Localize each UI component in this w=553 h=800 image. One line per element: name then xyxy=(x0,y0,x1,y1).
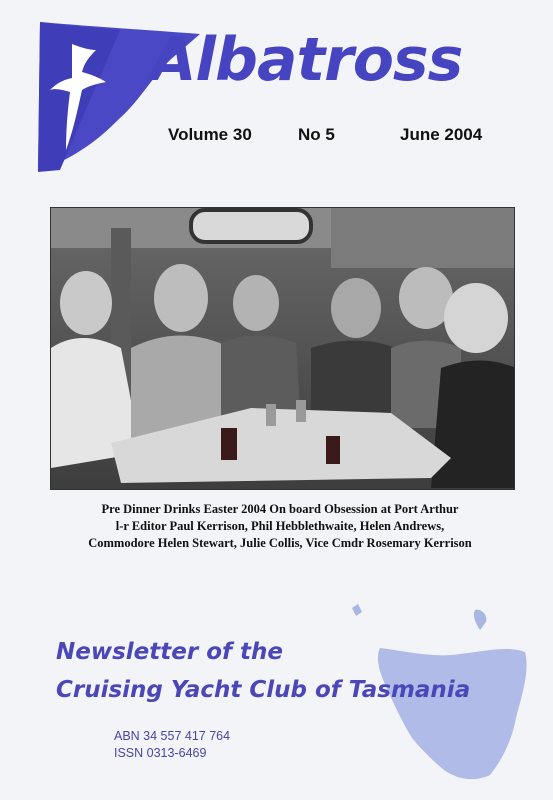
caption-line: Commodore Helen Stewart, Julie Collis, Vice Cmdr Rosemary Kerrison xyxy=(88,536,472,550)
cover-photo xyxy=(50,207,515,490)
abn-number: ABN 34 557 417 764 xyxy=(114,729,231,743)
issue-number: No 5 xyxy=(298,125,335,144)
issn-number: ISSN 0313-6469 xyxy=(114,746,207,760)
issue-date: June 2004 xyxy=(400,125,483,144)
issue-info xyxy=(0,125,553,151)
caption-line: l-r Editor Paul Kerrison, Phil Hebblethwaite, Helen Andrews, xyxy=(115,519,445,533)
newsletter-line-2: Cruising Yacht Club of Tasmania xyxy=(56,677,471,703)
photo-caption xyxy=(40,501,520,552)
publication-title: Albatross xyxy=(150,25,463,95)
caption-line: Pre Dinner Drinks Easter 2004 On board Obsession at Port Arthur xyxy=(101,502,459,516)
publication-identifiers xyxy=(114,728,230,762)
volume-label: Volume 30 xyxy=(168,125,252,144)
newsletter-line-1: Newsletter of the xyxy=(56,639,283,665)
newsletter-heading xyxy=(56,633,470,709)
